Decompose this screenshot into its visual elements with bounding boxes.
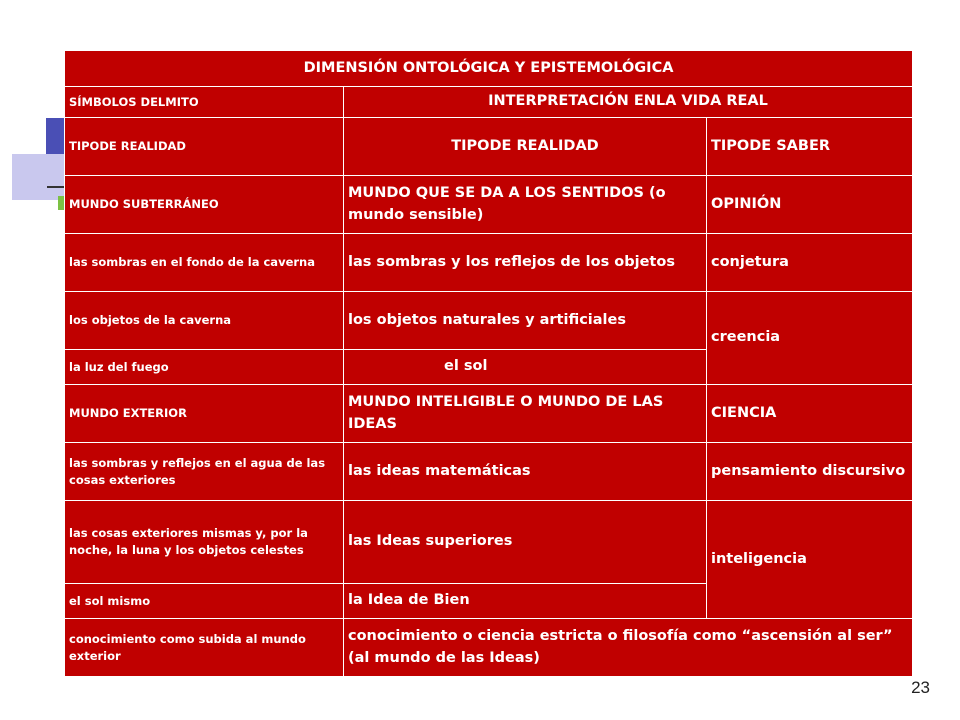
table-title: DIMENSIÓN ONTOLÓGICA Y EPISTEMOLÓGICA bbox=[65, 51, 913, 87]
cell-symbol: las sombras en el fondo de la caverna bbox=[65, 234, 344, 292]
table-row bbox=[65, 118, 913, 176]
table-row bbox=[65, 234, 913, 292]
cell-reality-wide: conocimiento o ciencia estricta o filosofía como “ascensión al ser” (al mundo de las Ideas) bbox=[344, 619, 913, 677]
table-row bbox=[65, 443, 913, 501]
cell-reality: MUNDO QUE SE DA A LOS SENTIDOS (o mundo sensible) bbox=[344, 176, 707, 234]
cell-symbol: los objetos de la caverna bbox=[65, 292, 344, 350]
decorative-lilac-square bbox=[12, 154, 68, 200]
cell-reality: los objetos naturales y artificiales bbox=[344, 292, 707, 350]
slide-number: 23 bbox=[911, 678, 930, 697]
cell-symbol: MUNDO EXTERIOR bbox=[65, 385, 344, 443]
cell-symbol: las cosas exteriores mismas y, por la noche, la luna y los objetos celestes bbox=[65, 501, 344, 584]
cell-reality: el sol bbox=[344, 350, 707, 385]
cell-type-knowledge: TIPODE SABER bbox=[707, 118, 913, 176]
cell-knowledge: pensamiento discursivo bbox=[707, 443, 913, 501]
cell-symbol: las sombras y reflejos en el agua de las cosas exteriores bbox=[65, 443, 344, 501]
cell-reality: las sombras y los reflejos de los objetos bbox=[344, 234, 707, 292]
cell-symbol: el sol mismo bbox=[65, 584, 344, 619]
cell-symbol: la luz del fuego bbox=[65, 350, 344, 385]
cell-reality: las ideas matemáticas bbox=[344, 443, 707, 501]
table-title-row bbox=[65, 51, 913, 87]
cell-knowledge: creencia bbox=[707, 292, 913, 385]
header-interpretation: INTERPRETACIÓN ENLA VIDA REAL bbox=[344, 87, 913, 118]
cell-reality: la Idea de Bien bbox=[344, 584, 707, 619]
table-row bbox=[65, 619, 913, 677]
decorative-line bbox=[47, 186, 65, 188]
cell-type-reality: TIPODE REALIDAD bbox=[344, 118, 707, 176]
cell-reality: las Ideas superiores bbox=[344, 501, 707, 584]
cell-knowledge: CIENCIA bbox=[707, 385, 913, 443]
table-row bbox=[65, 176, 913, 234]
cell-knowledge: OPINIÓN bbox=[707, 176, 913, 234]
table-row bbox=[65, 385, 913, 443]
ontology-epistemology-table bbox=[64, 50, 913, 677]
cell-knowledge: conjetura bbox=[707, 234, 913, 292]
header-symbols: SÍMBOLOS DELMITO bbox=[65, 87, 344, 118]
cell-knowledge: inteligencia bbox=[707, 501, 913, 619]
cell-type-label: TIPODE REALIDAD bbox=[65, 118, 344, 176]
cell-reality: MUNDO INTELIGIBLE O MUNDO DE LAS IDEAS bbox=[344, 385, 707, 443]
cell-symbol: conocimiento como subida al mundo exterior bbox=[65, 619, 344, 677]
cell-symbol: MUNDO SUBTERRÁNEO bbox=[65, 176, 344, 234]
table-header-row bbox=[65, 87, 913, 118]
table-row bbox=[65, 292, 913, 350]
table-row bbox=[65, 501, 913, 584]
